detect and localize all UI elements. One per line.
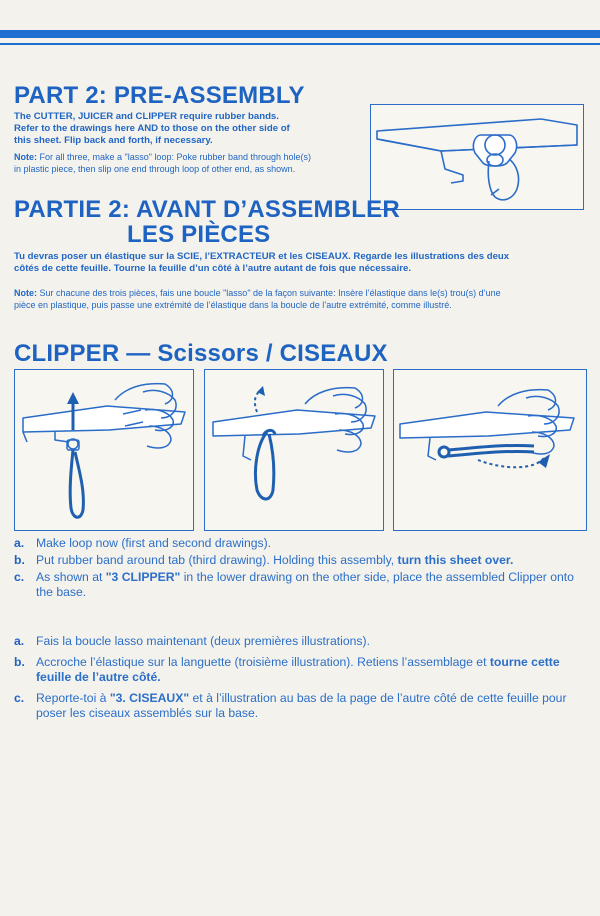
step-fr-a-text: Fais la boucle lasso maintenant (deux premières illustrations).	[36, 634, 370, 648]
clipper-drawing-3	[393, 369, 587, 531]
step-en-a-text: Make loop now (first and second drawings).	[36, 536, 272, 550]
top-blue-band	[0, 30, 600, 38]
step-en-a	[14, 536, 584, 551]
step-fr-b-text: Accroche l’élastique sur la languette (troisième illustration). Retiens l’assemblage et	[36, 655, 490, 669]
part2-intro	[14, 111, 364, 147]
step-en-a-letter: a.	[14, 536, 25, 550]
clipper-drawing-1-art	[15, 370, 193, 530]
step-fr-b	[14, 655, 584, 685]
partie2-note-label: Note:	[14, 288, 37, 298]
steps-french	[14, 634, 584, 723]
part2-note	[14, 151, 369, 175]
lasso-loop-drawing	[371, 105, 583, 209]
clipper-drawing-2-art	[205, 370, 383, 530]
clipper-drawing-2	[204, 369, 384, 531]
step-fr-c-text: Reporte-toi à	[36, 691, 110, 705]
step-fr-c	[14, 691, 584, 721]
steps-english	[14, 536, 584, 602]
step-fr-b-letter: b.	[14, 655, 25, 669]
partie2-intro-line1: Tu devras poser un élastique sur la SCIE, l’EXTRACTEUR et les CISEAUX. Regarde les illustrations des deux	[14, 251, 510, 262]
step-en-b-bold: turn this sheet over.	[397, 553, 514, 567]
partie2-title-line2: LES PIÈCES	[127, 221, 271, 248]
part2-note-line1: For all three, make a "lasso" loop: Poke rubber band through hole(s)	[37, 152, 312, 162]
top-blue-rule	[0, 43, 600, 45]
partie2-intro	[14, 251, 589, 275]
step-en-c	[14, 570, 584, 600]
partie2-title-line1: PARTIE 2: AVANT D’ASSEMBLER	[14, 196, 400, 223]
clipper-drawing-3-art	[394, 370, 586, 530]
part2-note-label: Note:	[14, 152, 37, 162]
part2-title: PART 2: PRE-ASSEMBLY	[14, 82, 305, 109]
part2-note-line2: in plastic piece, then slip one end through loop of other end, as shown.	[14, 164, 296, 174]
part2-intro-line3: this sheet. Flip back and forth, if necessary.	[14, 135, 213, 146]
step-en-c-text: As shown at	[36, 570, 106, 584]
step-fr-a	[14, 634, 584, 649]
step-fr-b-bold: tourne cette feuille de l’autre côté.	[36, 655, 560, 684]
step-en-c-bold: "3 CLIPPER"	[105, 570, 181, 584]
step-en-b-letter: b.	[14, 553, 25, 567]
step-fr-c-text2: et à l’illustration au bas de la page de l’autre côté de cette feuille pour poser les ciseaux assemblés sur la base.	[36, 691, 567, 720]
step-en-b	[14, 553, 584, 568]
clipper-title: CLIPPER — Scissors / CISEAUX	[14, 340, 388, 367]
partie2-note-line2: pièce en plastique, puis passe une extrémité de l’élastique dans la boucle de l’autre extrémité, comme illustré.	[14, 300, 452, 310]
partie2-note-line1: Sur chacune des trois pièces, fais une boucle "lasso" de la façon suivante: Insère l’élastique dans le(s) trou(s) d’une	[37, 288, 501, 298]
part2-intro-line1: The CUTTER, JUICER and CLIPPER require rubber bands.	[14, 111, 279, 122]
step-en-b-text: Put rubber band around tab (third drawing). Holding this assembly,	[36, 553, 398, 567]
clipper-drawing-1	[14, 369, 194, 531]
part2-intro-line2: Refer to the drawings here AND to those on the other side of	[14, 123, 290, 134]
partie2-note	[14, 287, 589, 311]
partie2-intro-line2: côtés de cette feuille. Tourne la feuille d’un côté à l’autre autant de fois que nécessaire.	[14, 263, 412, 274]
step-fr-c-bold: "3. CISEAUX"	[109, 691, 190, 705]
step-en-c-text2: in the lower drawing on the other side, place the assembled Clipper onto the base.	[36, 570, 574, 599]
step-fr-a-letter: a.	[14, 634, 25, 648]
lasso-loop-illustration	[370, 104, 584, 210]
step-en-c-letter: c.	[14, 570, 25, 584]
step-fr-c-letter: c.	[14, 691, 25, 705]
